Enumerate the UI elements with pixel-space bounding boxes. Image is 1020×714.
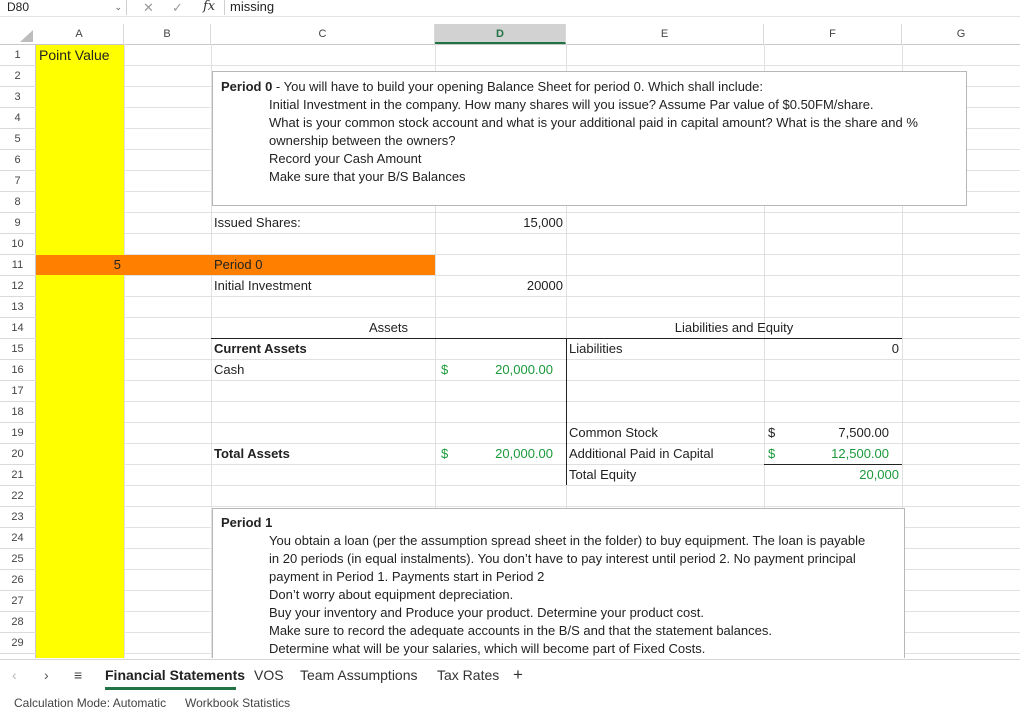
- column-header-b[interactable]: B: [124, 24, 211, 44]
- current-assets-label[interactable]: Current Assets: [214, 341, 307, 356]
- row-header[interactable]: 12: [0, 276, 35, 297]
- column-header-c[interactable]: C: [211, 24, 435, 44]
- common-stock-value[interactable]: 7,500.00: [838, 425, 889, 440]
- row-header[interactable]: 28: [0, 612, 35, 633]
- total-assets-value[interactable]: 20,000.00: [495, 446, 553, 461]
- initial-investment-label[interactable]: Initial Investment: [214, 278, 312, 293]
- period-1-box-line: in 20 periods (in equal instalments). You don’t have to pay interest until period 2. No payment principal: [269, 551, 856, 566]
- initial-investment-value[interactable]: 20000: [526, 278, 563, 293]
- period-0-box-line: Make sure that your B/S Balances: [269, 169, 466, 184]
- row-header[interactable]: 25: [0, 549, 35, 570]
- apic-label[interactable]: Additional Paid in Capital: [569, 446, 714, 461]
- column-header-g[interactable]: G: [902, 24, 1020, 44]
- row-header[interactable]: 18: [0, 402, 35, 423]
- period-0-box-intro: - You will have to build your opening Balance Sheet for period 0. Which shall include:: [272, 79, 763, 94]
- period-1-box-line: You obtain a loan (per the assumption spread sheet in the folder) to buy equipment. The loan is payable: [269, 533, 866, 548]
- total-assets-label[interactable]: Total Assets: [214, 446, 290, 461]
- row-header[interactable]: 16: [0, 360, 35, 381]
- issued-shares-label[interactable]: Issued Shares:: [214, 215, 301, 230]
- row-header[interactable]: 21: [0, 465, 35, 486]
- active-tab-indicator: [105, 687, 236, 690]
- all-sheets-icon[interactable]: ≡: [74, 667, 83, 683]
- period-1-box-line: Determine what will be your salaries, which will become part of Fixed Costs.: [269, 641, 706, 656]
- assets-header[interactable]: Assets: [368, 320, 408, 335]
- period-1-box-line: payment in Period 1. Payments start in Period 2: [269, 569, 545, 584]
- spreadsheet-grid[interactable]: [0, 24, 1020, 658]
- point-value-header[interactable]: Point Value: [39, 47, 110, 63]
- row-header[interactable]: 29: [0, 633, 35, 654]
- apic-value[interactable]: 12,500.00: [831, 446, 889, 461]
- select-all-corner[interactable]: [0, 24, 35, 44]
- scroll-right-icon[interactable]: ›: [44, 667, 49, 683]
- row-header[interactable]: 1: [0, 45, 35, 66]
- issued-shares-value[interactable]: 15,000: [523, 215, 563, 230]
- cash-value[interactable]: 20,000.00: [495, 362, 553, 377]
- tab-tax-rates[interactable]: Tax Rates: [437, 667, 500, 683]
- cash-currency-symbol: $: [441, 362, 449, 377]
- tab-vos[interactable]: VOS: [254, 667, 284, 683]
- column-header-d[interactable]: D: [435, 24, 566, 44]
- row-header[interactable]: 24: [0, 528, 35, 549]
- formula-bar: [0, 0, 1020, 17]
- period-0-instructions-box[interactable]: [212, 71, 967, 206]
- balance-sheet-divider: [566, 339, 567, 485]
- formula-bar-divider: [224, 0, 225, 15]
- name-box[interactable]: [1, 0, 127, 15]
- period-1-box-line: Buy your inventory and Produce your product. Determine your product cost.: [269, 605, 704, 620]
- insert-function-icon[interactable]: fx: [203, 0, 216, 14]
- liabilities-equity-header[interactable]: Liabilities and Equity: [674, 320, 794, 335]
- row-header[interactable]: 7: [0, 171, 35, 192]
- row-header[interactable]: 27: [0, 591, 35, 612]
- total-assets-currency-symbol: $: [441, 446, 449, 461]
- row-header[interactable]: 23: [0, 507, 35, 528]
- common-stock-currency-symbol: $: [768, 425, 776, 440]
- gridline-col: [124, 44, 125, 658]
- apic-currency-symbol: $: [768, 446, 776, 461]
- row-header[interactable]: 10: [0, 234, 35, 255]
- add-sheet-icon[interactable]: +: [513, 665, 523, 684]
- enter-icon[interactable]: ✓: [172, 0, 183, 15]
- row-header[interactable]: 14: [0, 318, 35, 339]
- row-header[interactable]: 11: [0, 255, 35, 276]
- tab-team-assumptions[interactable]: Team Assumptions: [300, 667, 418, 683]
- row-header[interactable]: 15: [0, 339, 35, 360]
- row-header[interactable]: 13: [0, 297, 35, 318]
- total-equity-label[interactable]: Total Equity: [569, 467, 637, 482]
- liabilities-value[interactable]: 0: [891, 341, 899, 356]
- cash-label[interactable]: Cash: [214, 362, 245, 377]
- period-0-box-line: What is your common stock account and what is your additional paid in capital amount? What is the share and %: [269, 115, 918, 130]
- row-header[interactable]: 9: [0, 213, 35, 234]
- point-value-column-fill: [36, 45, 124, 658]
- row-header[interactable]: 5: [0, 129, 35, 150]
- row-header[interactable]: 22: [0, 486, 35, 507]
- name-box-value: D80: [7, 0, 30, 14]
- calculation-mode[interactable]: Calculation Mode: Automatic: [14, 696, 167, 710]
- row-header[interactable]: 20: [0, 444, 35, 465]
- column-header-f[interactable]: F: [764, 24, 902, 44]
- liabilities-label[interactable]: Liabilities: [569, 341, 623, 356]
- status-bar: [0, 692, 1020, 714]
- period-0-box-line: Record your Cash Amount: [269, 151, 422, 166]
- row-header[interactable]: 19: [0, 423, 35, 444]
- period-0-box-line: Initial Investment in the company. How many shares will you issue? Assume Par value of $0.50FM/share.: [269, 97, 874, 112]
- row-header[interactable]: 17: [0, 381, 35, 402]
- period-1-box-line: Don’t worry about equipment depreciation.: [269, 587, 514, 602]
- period-0-box-title: Period 0: [221, 79, 273, 94]
- cancel-icon[interactable]: ✕: [143, 0, 154, 15]
- points-period-0[interactable]: 5: [113, 257, 121, 272]
- formula-input[interactable]: missing: [230, 0, 275, 14]
- row-header[interactable]: 26: [0, 570, 35, 591]
- common-stock-label[interactable]: Common Stock: [569, 425, 658, 440]
- period-1-box-line: Make sure to record the adequate accounts in the B/S and that the statement balances.: [269, 623, 772, 638]
- chevron-down-icon[interactable]: ⌄: [114, 2, 122, 12]
- scroll-left-icon[interactable]: ‹: [12, 667, 17, 683]
- column-header-a[interactable]: A: [35, 24, 124, 44]
- row-header[interactable]: 2: [0, 66, 35, 87]
- period-1-instructions-box[interactable]: [212, 508, 905, 658]
- column-header-e[interactable]: E: [566, 24, 764, 44]
- row-header[interactable]: 4: [0, 108, 35, 129]
- tab-financial-statements[interactable]: Financial Statements: [105, 667, 246, 683]
- total-equity-value[interactable]: 20,000: [859, 467, 899, 482]
- period-1-box-title: Period 1: [221, 515, 273, 530]
- row-header[interactable]: 8: [0, 192, 35, 213]
- sheet-tab-bar: [0, 659, 1020, 690]
- row-header[interactable]: 6: [0, 150, 35, 171]
- row-header[interactable]: 3: [0, 87, 35, 108]
- header-divider: [0, 44, 1020, 45]
- workbook-statistics[interactable]: Workbook Statistics: [185, 696, 291, 710]
- period-0-label[interactable]: Period 0: [214, 257, 263, 272]
- period-0-box-line: ownership between the owners?: [269, 133, 456, 148]
